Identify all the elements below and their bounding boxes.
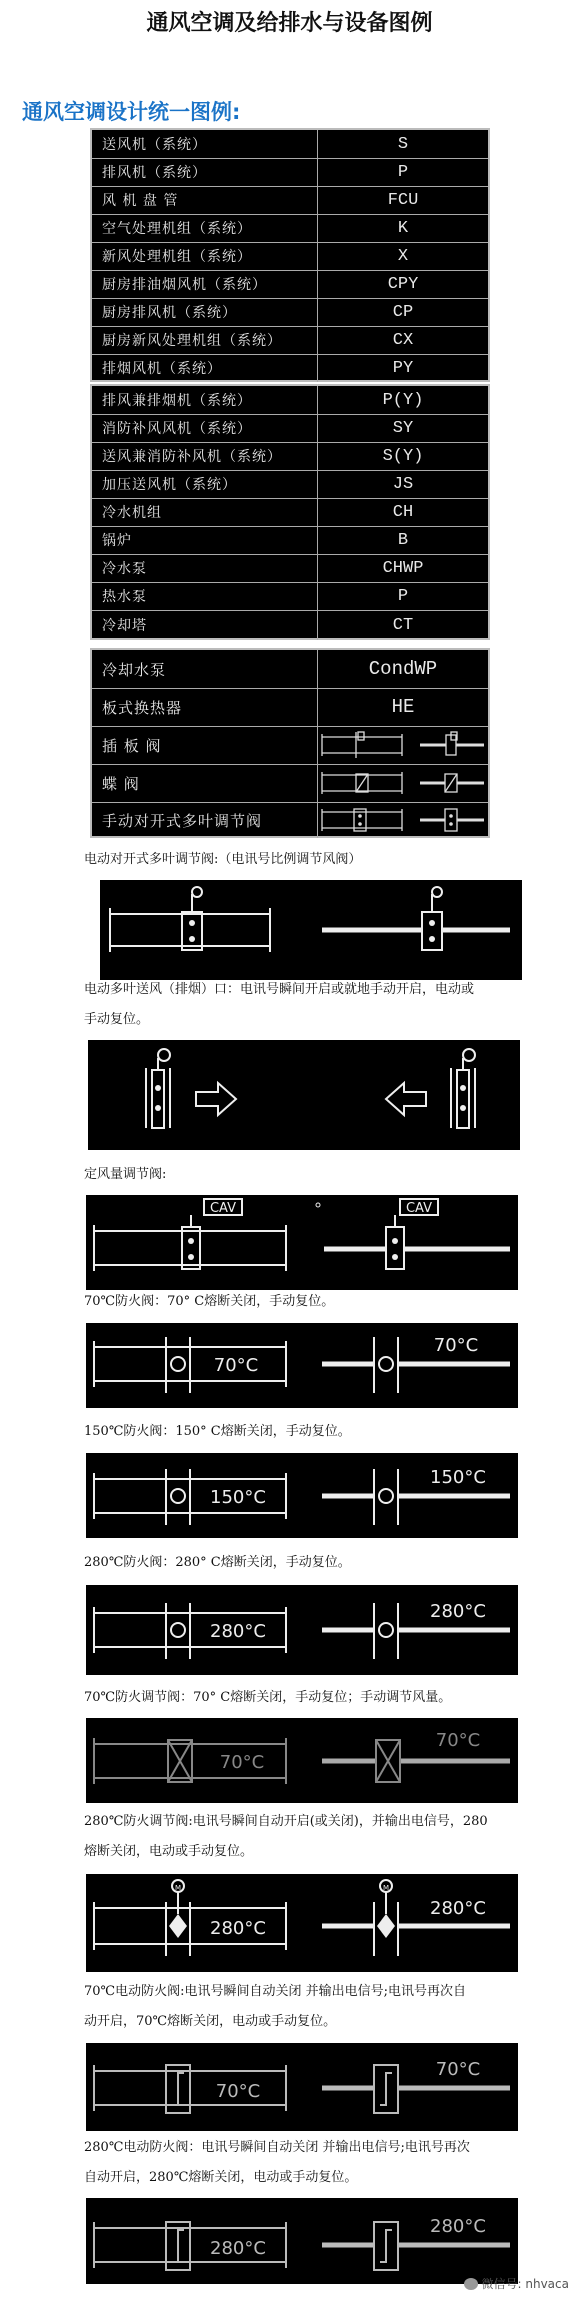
caption-150c-fire-damper: 150℃防火阀：150° C熔断关闭，手动复位。 xyxy=(84,1424,351,1439)
table-row xyxy=(92,442,488,471)
item-code: P(Y) xyxy=(317,386,488,414)
temperature-label: 280°C xyxy=(430,1898,486,1919)
item-code: B xyxy=(317,526,488,554)
item-name: 板式换热器 xyxy=(102,698,183,717)
item-code: CX xyxy=(317,326,488,354)
motor-label: M xyxy=(174,1884,182,1892)
table-row xyxy=(92,214,488,243)
item-code: PY xyxy=(317,354,488,382)
item-name: 冷水泵 xyxy=(102,561,147,577)
table-row xyxy=(92,582,488,611)
section-title: 通风空调设计统一图例: xyxy=(22,100,241,124)
item-name: 插 板 阀 xyxy=(102,736,162,755)
item-name: 冷却塔 xyxy=(102,618,147,634)
item-name: 手动对开式多叶调节阀 xyxy=(102,811,263,830)
temperature-label: 70°C xyxy=(215,2081,261,2102)
caption-constant-air-volume-valve: 定风量调节阀: xyxy=(84,1167,167,1182)
legend-table-1 xyxy=(90,128,490,382)
table-row xyxy=(92,186,488,215)
symbol-panel-70c-electric-fire-damper xyxy=(86,2043,518,2131)
item-name: 排风兼排烟机（系统） xyxy=(102,393,252,409)
caption-electric-air-outlet-line2: 手动复位。 xyxy=(84,1012,150,1027)
temperature-label: 150°C xyxy=(430,1467,486,1488)
symbol-panel-70c-regulating-damper xyxy=(86,1718,518,1803)
table-row xyxy=(92,270,488,299)
caption-280c-electric-fire-damper-line2: 自动开启，280℃熔断关闭，电动或手动复位。 xyxy=(84,2170,358,2185)
temperature-label: 70°C xyxy=(219,1752,265,1773)
table-row xyxy=(92,498,488,527)
item-code: FCU xyxy=(317,186,488,214)
temperature-label: 280°C xyxy=(210,1621,266,1642)
caption-280c-electric-fire-damper-line1: 280℃电动防火阀：电讯号瞬间自动关闭 并输出电信号;电讯号再次 xyxy=(84,2140,470,2155)
item-name: 新风处理机组（系统） xyxy=(102,249,252,265)
symbol-panel-280c-electric-fire-damper xyxy=(86,2198,518,2284)
legend-table-2 xyxy=(90,384,490,640)
caption-70c-electric-fire-damper-line1: 70℃电动防火阀:电讯号瞬间自动关闭 并输出电信号;电讯号再次自 xyxy=(84,1984,466,1999)
temperature-label: 280°C xyxy=(210,1918,266,1939)
item-name: 排烟风机（系统） xyxy=(102,361,222,377)
symbol-panel-280c-electric-regulating xyxy=(86,1874,518,1972)
table-row xyxy=(92,242,488,271)
symbol-panel-electric-multi-blade xyxy=(100,880,522,980)
caption-70c-fire-damper: 70℃防火阀：70° C熔断关闭，手动复位。 xyxy=(84,1294,335,1309)
temperature-label: 280°C xyxy=(210,2238,266,2259)
table-row xyxy=(92,764,488,803)
caption-280c-fire-regulating-line1: 280℃防火调节阀:电讯号瞬间自动开启(或关闭)，并输出电信号，280 xyxy=(84,1814,488,1829)
item-code: JS xyxy=(317,470,488,498)
table-row xyxy=(92,526,488,555)
item-code: CT xyxy=(317,610,488,640)
item-name: 空气处理机组（系统） xyxy=(102,221,252,237)
table-row xyxy=(92,158,488,187)
table-row xyxy=(92,470,488,499)
caption-electric-multi-blade-valve: 电动对开式多叶调节阀:（电讯号比例调节风阀） xyxy=(84,852,362,867)
temperature-label: 280°C xyxy=(430,1601,486,1622)
item-name: 冷水机组 xyxy=(102,505,162,521)
symbol-panel-cav xyxy=(86,1195,518,1290)
item-code: X xyxy=(317,242,488,270)
item-name: 厨房排油烟风机（系统） xyxy=(102,277,267,293)
caption-70c-electric-fire-damper-line2: 动开启，70℃熔断关闭，电动或手动复位。 xyxy=(84,2014,337,2029)
insert-plate-valve-symbol xyxy=(317,726,488,764)
table-row xyxy=(92,726,488,765)
table-row xyxy=(92,354,488,382)
manual-multi-blade-valve-symbol xyxy=(317,802,488,838)
table-row xyxy=(92,802,488,838)
item-name: 厨房排风机（系统） xyxy=(102,305,237,321)
motor-label: M xyxy=(382,1884,390,1892)
table-row xyxy=(92,298,488,327)
legend-table-3 xyxy=(90,648,490,838)
caption-280c-fire-damper: 280℃防火阀：280° C熔断关闭，手动复位。 xyxy=(84,1555,351,1570)
caption-70c-fire-regulating-damper: 70℃防火调节阀：70° C熔断关闭，手动复位；手动调节风量。 xyxy=(84,1690,452,1705)
item-name: 送风机（系统） xyxy=(102,137,207,153)
item-code: CondWP xyxy=(317,650,488,688)
table-row xyxy=(92,130,488,159)
item-name: 送风兼消防补风机（系统） xyxy=(102,449,282,465)
cav-label: CAV xyxy=(405,1201,433,1216)
table-row xyxy=(92,650,488,689)
item-name: 锅炉 xyxy=(102,533,132,549)
item-name: 厨房新风处理机组（系统） xyxy=(102,333,282,349)
item-code: CP xyxy=(317,298,488,326)
symbol-panel-280c-fire-damper xyxy=(86,1585,518,1675)
item-code: S xyxy=(317,130,488,158)
wechat-icon xyxy=(464,2278,478,2290)
cav-label: CAV xyxy=(209,1201,237,1216)
watermark-text: 微信号: nhvaca xyxy=(481,2277,569,2291)
item-name: 冷却水泵 xyxy=(102,660,167,679)
temperature-label: 70°C xyxy=(433,1335,479,1356)
caption-electric-air-outlet-line1: 电动多叶送风（排烟）口：电讯号瞬间开启或就地手动开启，电动或 xyxy=(84,982,475,997)
item-name: 加压送风机（系统） xyxy=(102,477,237,493)
page-title: 通风空调及给排水与设备图例 xyxy=(146,11,433,36)
item-code: CPY xyxy=(317,270,488,298)
symbol-panel-70c-fire-damper xyxy=(86,1323,518,1408)
temperature-label: 70°C xyxy=(435,2059,481,2080)
item-code: K xyxy=(317,214,488,242)
table-row xyxy=(92,414,488,443)
temperature-label: 150°C xyxy=(210,1487,266,1508)
table-row xyxy=(92,610,488,640)
item-code: SY xyxy=(317,414,488,442)
caption-280c-fire-regulating-line2: 熔断关闭，电动或手动复位。 xyxy=(84,1844,254,1859)
symbol-panel-electric-air-outlet xyxy=(88,1040,520,1150)
table-row xyxy=(92,688,488,727)
item-code: CHWP xyxy=(317,554,488,582)
butterfly-valve-symbol xyxy=(317,764,488,802)
item-code: P xyxy=(317,158,488,186)
item-name: 消防补风风机（系统） xyxy=(102,421,252,437)
item-code: CH xyxy=(317,498,488,526)
item-code: P xyxy=(317,582,488,610)
table-row xyxy=(92,386,488,415)
item-name: 风 机 盘 管 xyxy=(102,193,179,209)
temperature-label: 70°C xyxy=(435,1730,481,1751)
wechat-watermark xyxy=(464,2275,569,2292)
temperature-label: 70°C xyxy=(213,1355,259,1376)
temperature-label: 280°C xyxy=(430,2216,486,2237)
item-code: S(Y) xyxy=(317,442,488,470)
item-name: 蝶 阀 xyxy=(102,774,140,793)
symbol-panel-150c-fire-damper xyxy=(86,1453,518,1538)
table-row xyxy=(92,554,488,583)
table-row xyxy=(92,326,488,355)
item-code: HE xyxy=(317,688,488,726)
item-name: 排风机（系统） xyxy=(102,165,207,181)
item-name: 热水泵 xyxy=(102,589,147,605)
